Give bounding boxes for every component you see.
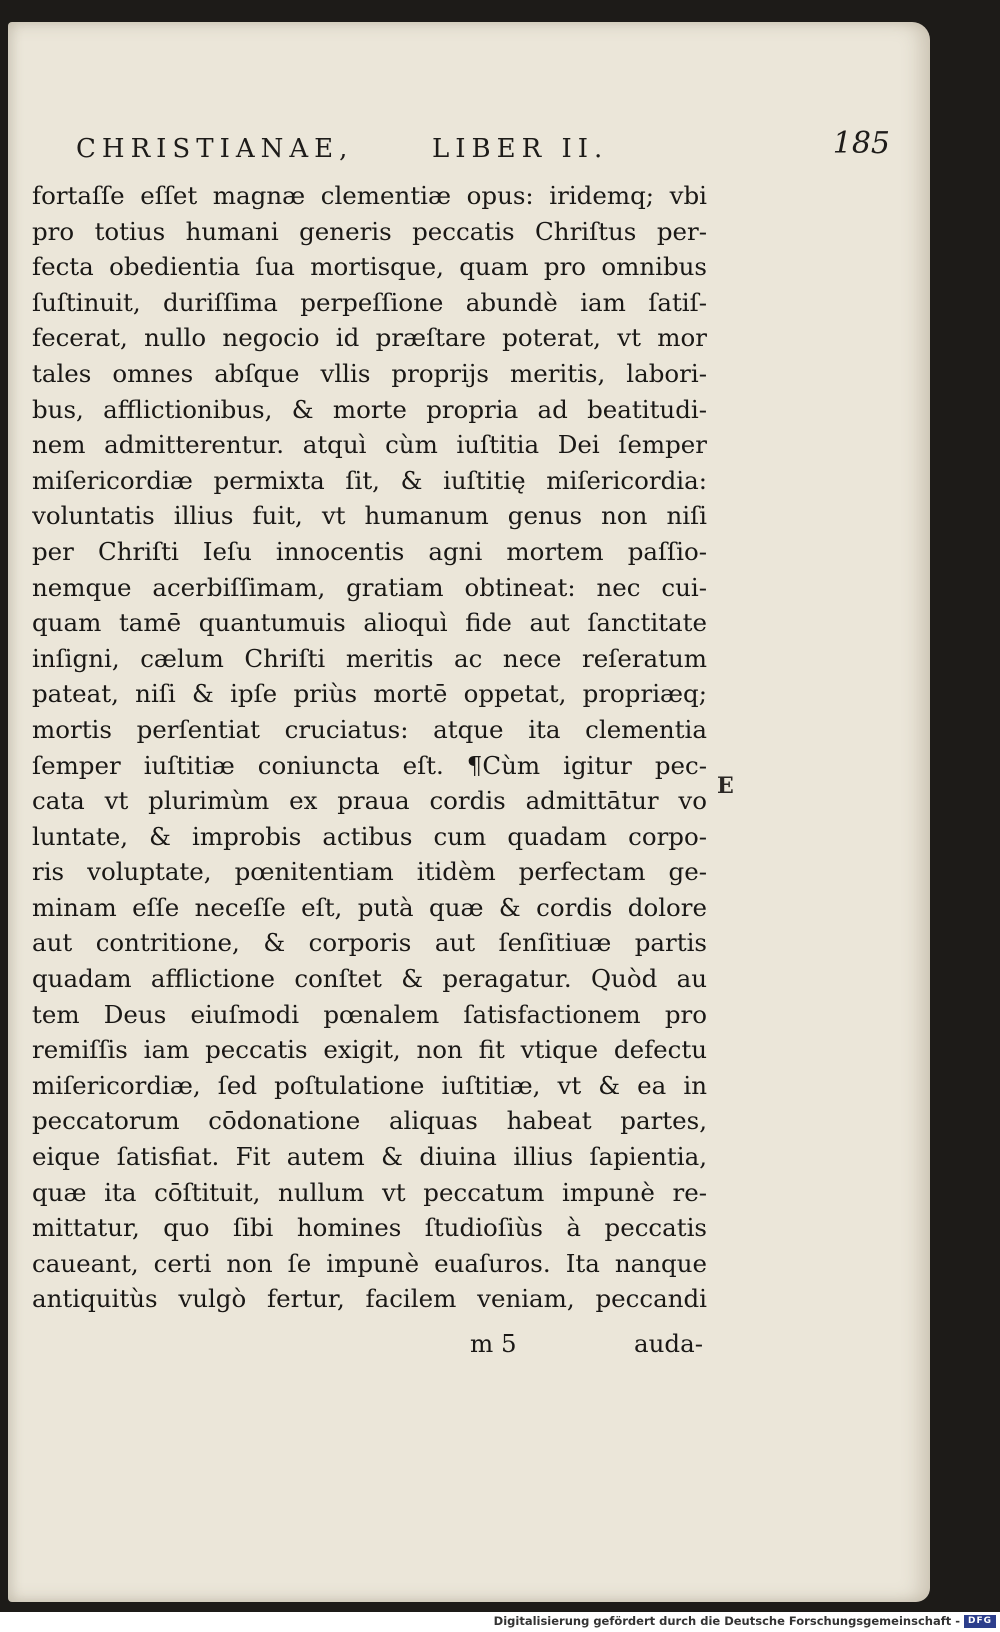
text-line: quam tamē quantumuis alioquì fide aut ſanctitate (32, 608, 707, 638)
dfg-logo: DFG (964, 1615, 996, 1628)
text-line: quæ ita cōſtituit, nullum vt peccatum impunè re- (32, 1177, 707, 1207)
text-line: minam eſſe neceſſe eſt, putà quæ & cordis dolore (32, 892, 707, 922)
text-line: eique ſatisfiat. Fit autem & diuina illius ſapientia, (32, 1142, 707, 1172)
text-line: inſigni, cælum Chriſti meritis ac nece reſeratum (32, 643, 707, 673)
text-line: pateat, niſi & ipſe priùs mortē oppetat, propriæq; (32, 679, 707, 709)
digitization-footer (0, 1612, 1000, 1632)
text-line: ſuſtinuit, duriſſima perpeſſione abundè iam ſatiſ- (32, 287, 707, 317)
text-line: fecta obedientia ſua mortisque, quam pro omnibus (32, 252, 707, 282)
text-line: voluntatis illius fuit, vt humanum genus non niſi (32, 501, 707, 531)
page-number: 185 (832, 126, 890, 161)
text-line: cata vt plurimùm ex praua cordis admittātur vo (32, 786, 707, 816)
text-line: fecerat, nullo negocio id præſtare poterat, vt mor (32, 323, 707, 353)
text-line: ris voluptate, pœnitentiam itidèm perfectam ge- (32, 857, 707, 887)
text-line: luntate, & improbis actibus cum quadam corpo- (32, 821, 707, 851)
text-line: nemque acerbiſſimam, gratiam obtineat: nec cui- (32, 572, 707, 602)
text-line: fortaſſe eſſet magnæ clementiæ opus: iridemq; vbi (32, 181, 707, 210)
margin-note: E (717, 773, 734, 799)
text-line: peccatorum cōdonatione aliquas habeat partes, (32, 1106, 707, 1136)
text-line: miſericordiæ, ſed poſtulatione iuſtitiæ, vt & ea in (32, 1070, 707, 1100)
catchword: auda- (634, 1329, 703, 1358)
text-line: tem Deus eiuſmodi pœnalem ſatisfactionem pro (32, 999, 707, 1029)
text-line: antiquitùs vulgò fertur, facilem veniam, peccandi (32, 1284, 707, 1314)
signature-mark: m 5 (470, 1329, 517, 1358)
catchline (32, 1329, 707, 1365)
text-line: ſemper iuſtitiæ coniuncta eſt. ¶Cùm igitur pec- (32, 750, 707, 780)
text-line: mortis perſentiat cruciatus: atque ita clementia (32, 714, 707, 744)
text-line: aut contritione, & corporis aut ſenſitiuæ partis (32, 928, 707, 958)
running-head-title: CHRISTIANAE, (76, 134, 354, 164)
text-line: nem admitterentur. atquì cùm iuſtitia Dei ſemper (32, 430, 707, 460)
text-line: miſericordiæ permixta ſit, & iuſtitię miſericordia: (32, 465, 707, 495)
text-line: quadam afflictione conſtet & peragatur. Quòd au (32, 964, 707, 994)
text-line: remiſſis iam peccatis exigit, non fit vtique defectu (32, 1035, 707, 1065)
text-line: tales omnes abſque vllis proprijs meritis, labori- (32, 358, 707, 388)
running-head-book: LIBER II. (432, 134, 609, 164)
body-text (32, 178, 707, 1317)
text-line: mittatur, quo ſibi homines ſtudioſiùs à peccatis (32, 1213, 707, 1243)
text-line: bus, afflictionibus, & morte propria ad beatitudi- (32, 394, 707, 424)
text-line: per Chriſti Ieſu innocentis agni mortem paſſio- (32, 536, 707, 566)
text-line: pro totius humani generis peccatis Chriſtus per- (32, 216, 707, 246)
running-head (70, 126, 890, 166)
text-line: caueant, certi non ſe impunè euaſuros. Ita nanque (32, 1248, 707, 1278)
footer-credit: Digitalisierung gefördert durch die Deutsche Forschungsgemeinschaft - (493, 1614, 960, 1628)
